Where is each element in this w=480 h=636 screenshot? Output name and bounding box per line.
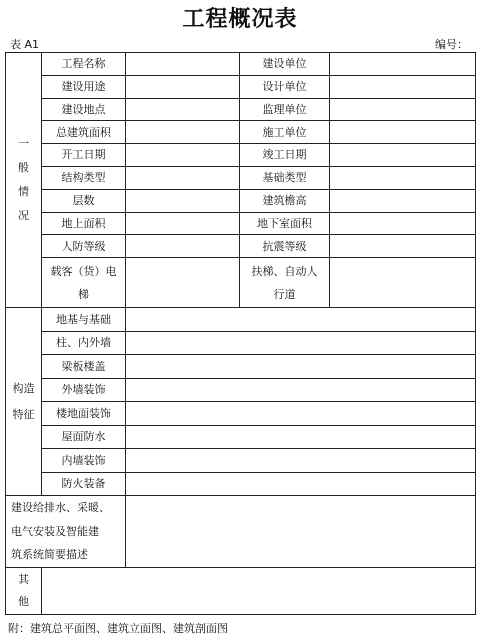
interior-finish-label: 内墙装饰: [42, 449, 126, 473]
attachment-note: 附：建筑总平面图、建筑立面图、建筑剖面图: [8, 622, 228, 635]
above-ground-area-label: 地上面积: [42, 212, 126, 235]
exterior-finish-label: 外墙装饰: [42, 378, 126, 402]
systems-description-label: 建设给排水、采暖、 电气安装及智能建 筑系统简要描述: [6, 496, 126, 568]
project-name-label: 工程名称: [42, 53, 126, 76]
total-area-value[interactable]: [126, 121, 240, 144]
systems-description-value[interactable]: [126, 496, 476, 568]
table-row: [6, 235, 476, 258]
construction-unit-value[interactable]: [330, 53, 476, 76]
general-section-label: 一 般 情 况: [6, 53, 42, 308]
project-overview-table: [5, 52, 476, 615]
table-row: [6, 567, 476, 614]
fire-equipment-label: 防火装备: [42, 472, 126, 496]
table-row: [6, 98, 476, 121]
structure-type-value[interactable]: [126, 166, 240, 189]
roof-waterproofing-value[interactable]: [126, 425, 476, 449]
design-unit-value[interactable]: [330, 75, 476, 98]
design-unit-label: 设计单位: [240, 75, 330, 98]
floor-slab-value[interactable]: [126, 355, 476, 379]
table-row: [6, 166, 476, 189]
table-row: [6, 378, 476, 402]
supervision-unit-label: 监理单位: [240, 98, 330, 121]
columns-walls-value[interactable]: [126, 331, 476, 355]
table-row: [6, 472, 476, 496]
total-area-label: 总建筑面积: [42, 121, 126, 144]
floor-finish-label: 楼地面装饰: [42, 402, 126, 426]
table-row: [6, 449, 476, 473]
number-label: 编号：: [435, 38, 468, 51]
basement-area-value[interactable]: [330, 212, 476, 235]
seismic-level-value[interactable]: [330, 235, 476, 258]
seismic-level-label: 抗震等级: [240, 235, 330, 258]
table-row: [6, 212, 476, 235]
table-row: [6, 121, 476, 144]
contractor-unit-label: 施工单位: [240, 121, 330, 144]
building-use-value[interactable]: [126, 75, 240, 98]
floor-slab-label: 梁板楼盖: [42, 355, 126, 379]
above-ground-area-value[interactable]: [126, 212, 240, 235]
foundation-label: 地基与基础: [42, 308, 126, 332]
table-row: [6, 189, 476, 212]
columns-walls-label: 柱、内外墙: [42, 331, 126, 355]
escalator-label: 扶梯、自动人 行道: [240, 258, 330, 308]
civil-defense-level-label: 人防等级: [42, 235, 126, 258]
elevator-label: 载客（货）电 梯: [42, 258, 126, 308]
start-date-value[interactable]: [126, 144, 240, 167]
table-row: [6, 53, 476, 76]
structure-type-label: 结构类型: [42, 166, 126, 189]
table-row: [6, 75, 476, 98]
project-name-value[interactable]: [126, 53, 240, 76]
table-row: [6, 355, 476, 379]
form-title: 工程概况表: [182, 6, 298, 32]
floor-finish-value[interactable]: [126, 402, 476, 426]
foundation-value[interactable]: [126, 308, 476, 332]
elevator-value[interactable]: [126, 258, 240, 308]
form-code: 表 A1: [10, 38, 40, 51]
table-row: [6, 496, 476, 568]
fire-equipment-value[interactable]: [126, 472, 476, 496]
contractor-unit-value[interactable]: [330, 121, 476, 144]
floors-label: 层数: [42, 189, 126, 212]
foundation-type-value[interactable]: [330, 166, 476, 189]
eave-height-value[interactable]: [330, 189, 476, 212]
building-location-label: 建设地点: [42, 98, 126, 121]
foundation-type-label: 基础类型: [240, 166, 330, 189]
building-use-label: 建设用途: [42, 75, 126, 98]
other-label: 其 他: [6, 567, 42, 614]
construction-unit-label: 建设单位: [240, 53, 330, 76]
table-row: [6, 331, 476, 355]
eave-height-label: 建筑檐高: [240, 189, 330, 212]
roof-waterproofing-label: 屋面防水: [42, 425, 126, 449]
table-row: [6, 402, 476, 426]
other-value[interactable]: [42, 567, 476, 614]
floors-value[interactable]: [126, 189, 240, 212]
civil-defense-level-value[interactable]: [126, 235, 240, 258]
table-row: [6, 425, 476, 449]
exterior-finish-value[interactable]: [126, 378, 476, 402]
basement-area-label: 地下室面积: [240, 212, 330, 235]
interior-finish-value[interactable]: [126, 449, 476, 473]
table-row: [6, 144, 476, 167]
structure-section-label: 构造 特征: [6, 308, 42, 496]
escalator-value[interactable]: [330, 258, 476, 308]
completion-date-value[interactable]: [330, 144, 476, 167]
table-row: [6, 258, 476, 308]
supervision-unit-value[interactable]: [330, 98, 476, 121]
completion-date-label: 竣工日期: [240, 144, 330, 167]
start-date-label: 开工日期: [42, 144, 126, 167]
table-row: [6, 308, 476, 332]
building-location-value[interactable]: [126, 98, 240, 121]
